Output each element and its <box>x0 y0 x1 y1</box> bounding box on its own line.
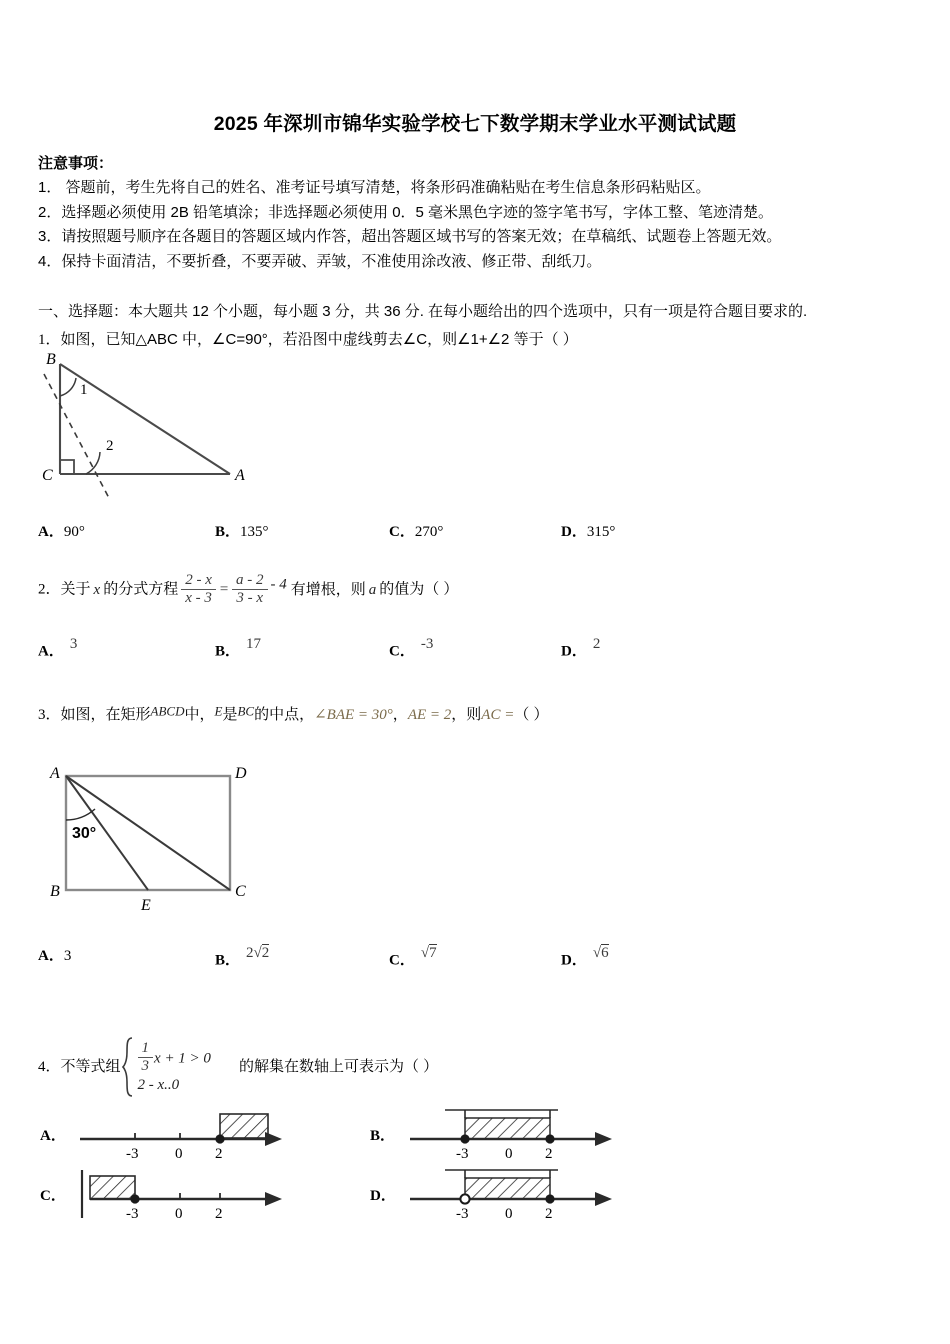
tick-label-2: 2 <box>215 1146 223 1162</box>
tick-label-2: 2 <box>545 1206 553 1222</box>
rectangle-abcd-svg <box>48 758 278 928</box>
equation-tail: - 4 <box>270 576 287 593</box>
choice-4-d-label: D． <box>370 1188 396 1204</box>
notice-item-1: 1． 答题前，考生先将自己的姓名、准考证号填写清楚，将条形码准确粘贴在考生信息条形码粘贴区。 <box>38 179 711 196</box>
question-2-text-mid: 的分式方程 <box>103 580 179 598</box>
choice-2-a[interactable]: A． 3 <box>38 636 78 660</box>
choice-3-c[interactable]: C． √7 <box>389 945 437 969</box>
question-3-stem <box>38 703 549 724</box>
tick-label-0: 0 <box>175 1206 183 1222</box>
tick-label-2: 2 <box>215 1206 223 1222</box>
choice-1-c[interactable]: C．270° <box>389 524 444 540</box>
equation-lhs-fraction: $\frac{2 - x}{x - 3}$ <box>181 572 216 607</box>
tick-label-0: 0 <box>505 1206 513 1222</box>
vertex-label-b: B <box>50 883 60 900</box>
choice-4-b-label: B． <box>370 1128 396 1144</box>
q3-seg-3: 是 <box>222 706 238 723</box>
choice-1-a[interactable]: A．90° <box>38 524 85 540</box>
vertex-label-a: A <box>50 765 60 782</box>
equation-rhs-fraction: $\frac{a - 2}{3 - x}$ <box>232 572 268 607</box>
question-1-text: 如图，已知△ABC 中，∠C=90°，若沿图中虚线剪去∠C，则∠1+∠2 等于（ ） <box>60 331 578 348</box>
notice-list <box>38 176 928 274</box>
choice-2-d[interactable]: D． 2 <box>561 636 601 660</box>
question-2-text-after-2: 的值为（ ） <box>379 580 459 598</box>
question-2-variable-x: x <box>93 581 101 598</box>
question-2-number: 2． <box>38 581 61 598</box>
q3-math-angle-bae: ∠BAE = 30° <box>314 707 393 723</box>
question-3-number: 3． <box>38 707 61 723</box>
right-triangle-abc-svg <box>38 352 258 507</box>
angle-label-1: 1 <box>80 382 88 398</box>
question-4-number: 4． <box>38 1058 61 1075</box>
page-title: 2025 年深圳市锦华实验学校七下数学期末学业水平测试试题 <box>213 113 737 135</box>
question-4-stem <box>38 1036 438 1098</box>
tick-label-0: 0 <box>175 1146 183 1162</box>
tick-label-0: 0 <box>505 1146 513 1162</box>
vertex-label-d: D <box>235 765 247 782</box>
vertex-label-c: C <box>235 883 246 900</box>
system-lines <box>135 1040 211 1094</box>
question-2-stem <box>38 572 458 607</box>
choice-4-c[interactable] <box>40 1168 300 1231</box>
q3-seg-2: 中， <box>184 706 215 723</box>
choice-2-c[interactable]: C． -3 <box>389 636 434 660</box>
choice-4-d[interactable] <box>370 1168 630 1231</box>
system-line-1: $\frac{1}{3}$ x + 1 > 0 <box>138 1040 211 1075</box>
choice-3-a[interactable]: A．3 <box>38 948 72 964</box>
system-fraction-one-third: $\frac{1}{3}$ <box>138 1040 154 1075</box>
vertex-label-a: A <box>235 467 245 484</box>
question-3-figure <box>48 758 278 933</box>
radical-2-sqrt-2: 2√2 <box>246 945 270 961</box>
vertex-label-b: B <box>46 352 56 368</box>
q3-math-e: E <box>214 703 223 719</box>
question-2-variable-a: a <box>368 581 377 598</box>
question-1-figure <box>38 352 258 512</box>
number-line-b-svg <box>400 1108 630 1166</box>
choice-2-b[interactable]: B． 17 <box>215 636 262 660</box>
system-brace-icon <box>121 1036 135 1098</box>
q3-math-ae: AE = 2 <box>407 707 452 723</box>
vertex-label-c: C <box>42 467 53 484</box>
tick-label-neg3: -3 <box>456 1206 469 1222</box>
question-2-text-before: 关于 <box>60 580 91 598</box>
choice-4-b[interactable] <box>370 1108 630 1171</box>
vertex-label-e: E <box>141 897 151 914</box>
radical-sqrt-7: √7 <box>420 945 437 961</box>
tick-label-neg3: -3 <box>126 1206 139 1222</box>
notice-heading: 注意事项： <box>38 155 114 172</box>
tick-label-neg3: -3 <box>456 1146 469 1162</box>
q3-seg-1: 如图，在矩形 <box>60 706 151 723</box>
number-line-c-svg <box>70 1168 300 1226</box>
q3-seg-4: 的中点， <box>254 706 315 723</box>
choice-1-d[interactable]: D．315° <box>561 524 616 540</box>
tick-label-neg3: -3 <box>126 1146 139 1162</box>
choice-3-b[interactable]: B． 2√2 <box>215 945 270 969</box>
section-heading: 一、选择题：本大题共 12 个小题，每小题 3 分，共 36 分. 在每小题给出的四个选项中，只有一项是符合题目要求的. <box>38 303 808 320</box>
q3-math-bc: BC <box>237 703 255 719</box>
choice-4-c-label: C． <box>40 1188 66 1204</box>
q3-math-abcd: ABCD <box>150 703 185 719</box>
choice-3-d[interactable]: D． √6 <box>561 945 609 969</box>
choice-4-a-label: A． <box>40 1128 66 1144</box>
question-4-text-before: 不等式组 <box>60 1057 121 1075</box>
notice-item-2: 2．选择题必须使用 2B 铅笔填涂；非选择题必须使用 0．5 毫米黑色字迹的签字笔书写，字体工整、笔迹清楚。 <box>38 203 774 221</box>
inequality-system <box>121 1036 211 1098</box>
q3-seg-5: ， <box>392 706 408 723</box>
q3-math-ac: AC = <box>481 707 515 723</box>
number-line-d-svg <box>400 1168 630 1226</box>
tick-label-2: 2 <box>545 1146 553 1162</box>
choice-4-a[interactable] <box>40 1108 300 1171</box>
angle-label-2: 2 <box>106 438 114 454</box>
equation-equals-sign: = <box>218 581 229 598</box>
notice-item-3: 3．请按照题号顺序在各题目的答题区域内作答，超出答题区域书写的答案无效；在草稿纸、试题卷上答题无效。 <box>38 228 782 245</box>
q3-seg-6: ，则 <box>451 706 482 723</box>
question-1-number: 1． <box>38 332 61 348</box>
angle-label-30deg: 30° <box>72 825 97 842</box>
radical-sqrt-6: √6 <box>592 945 609 961</box>
number-line-a-svg <box>70 1108 300 1166</box>
system-line-2: 2 - x..0 <box>137 1076 180 1093</box>
notice-item-4: 4．保持卡面清洁，不要折叠，不要弄破、弄皱，不准使用涂改液、修正带、刮纸刀。 <box>38 252 602 270</box>
question-4-text-after: 的解集在数轴上可表示为（ ） <box>238 1057 439 1075</box>
question-1-stem <box>38 328 578 349</box>
choice-1-b[interactable]: B．135° <box>215 524 269 540</box>
question-2-text-after-1: 有增根，则 <box>290 580 366 598</box>
q3-seg-7: （ ） <box>514 706 549 723</box>
